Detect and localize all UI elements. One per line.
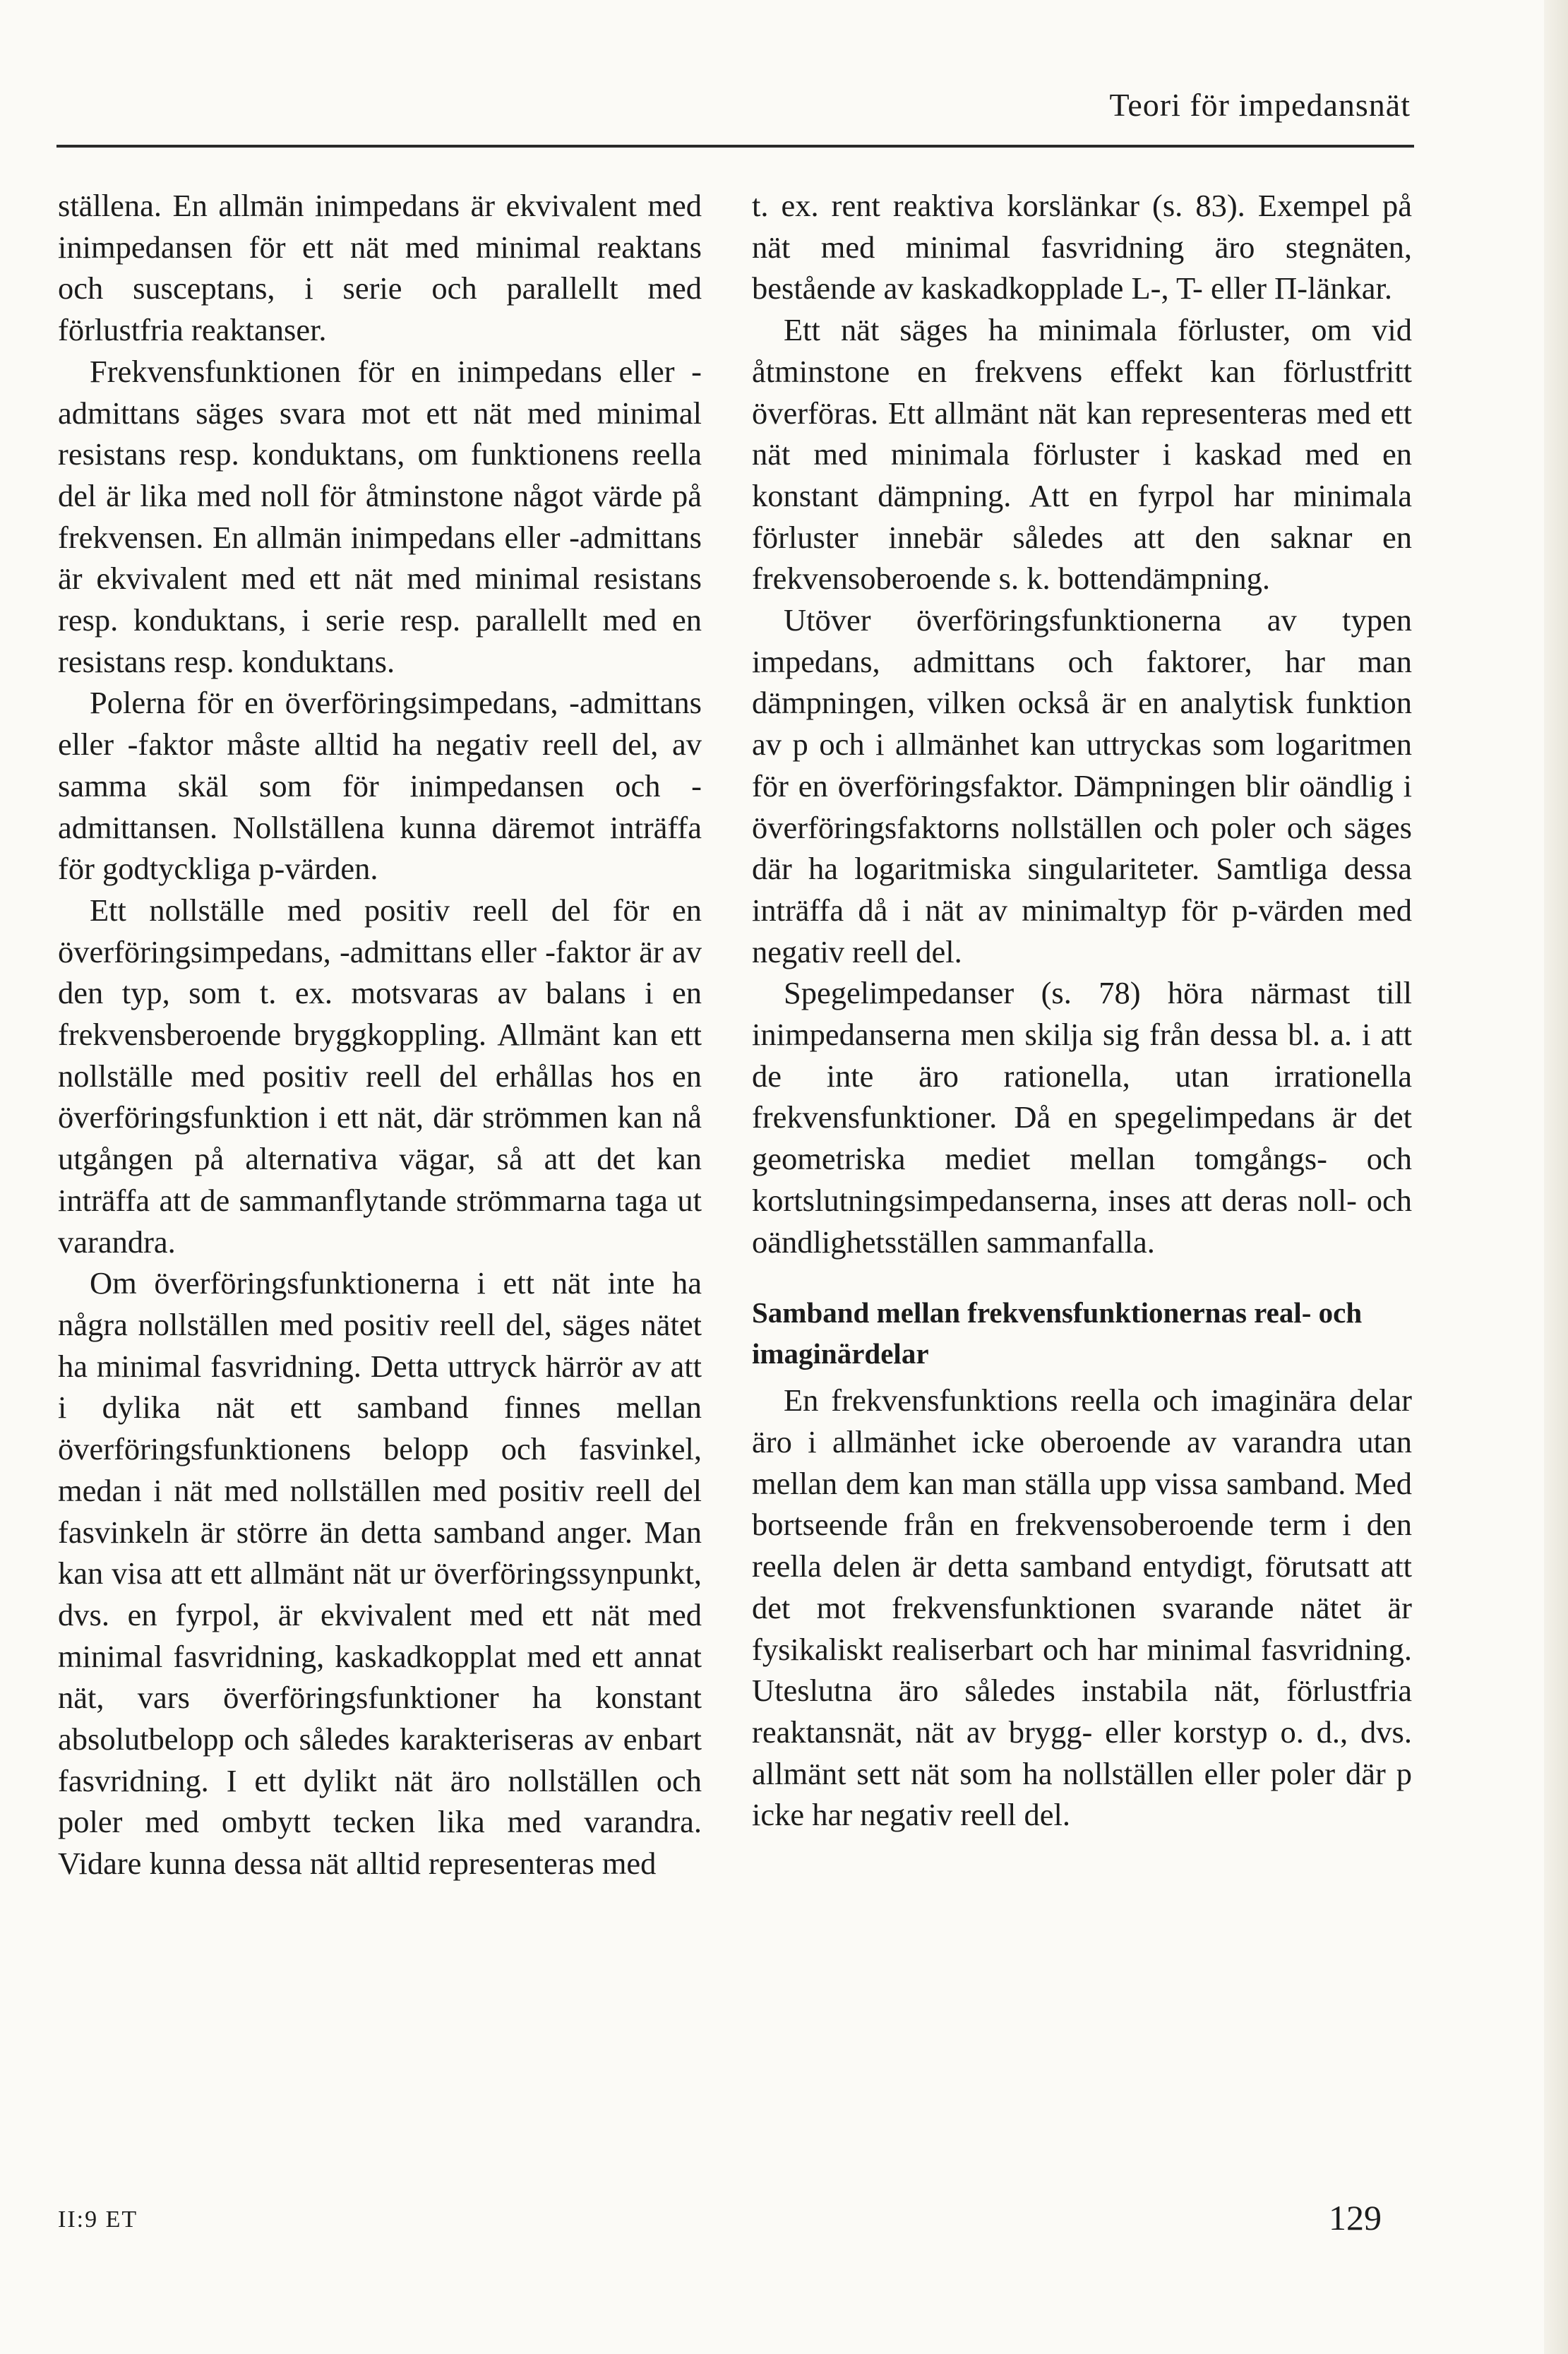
paragraph: Polerna för en överföringsimpedans, -admittans eller -faktor måste alltid ha negativ reell del, av samma skäl som för inimpedansen och -admittansen. Nollställena kunna däremot inträffa för godtyckliga p-värden. xyxy=(58,685,702,887)
paragraph: ställena. En allmän inimpedans är ekvivalent med inimpedansen för ett nät med minimal reaktans och susceptans, i serie och parallellt med förlustfria reaktanser. xyxy=(58,188,702,348)
paragraph: En frekvensfunktions reella och imaginära delar äro i allmänhet icke oberoende av varandra utan mellan dem kan man ställa upp vissa samband. Med bortseende från en frekvensoberoende term i den reella delen är detta samband entydigt, förutsatt att det mot frekvensfunktionen svarande nätet är fysikaliskt realiserbart och har minimal fasvridning. Uteslutna äro således instabila nät, förlustfria reaktansnät, nät av brygg- eller korstyp o. d., dvs. allmänt sett nät som ha nollställen eller poler där p icke har negativ reell del. xyxy=(752,1382,1412,1833)
paragraph: Ett nollställe med positiv reell del för en överföringsimpedans, -admittans eller -faktor är av den typ, som t. ex. motsvaras av balans i en frekvensberoende bryggkoppling. Allmänt kan ett nollställe med positiv reell del erhållas hos en överföringsfunktion i ett nät, där strömmen kan nå utgången på alternativa vägar, så att det kan inträffa att de sammanflytande strömmarna taga ut varandra. xyxy=(58,892,702,1260)
paragraph: Om överföringsfunktionerna i ett nät inte ha några nollställen med positiv reell del, säges nätet ha minimal fasvridning. Detta uttryck härrör av att i dylika nät ett samband finnes mellan överföringsfunktionens belopp och fasvinkel, medan i nät med nollställen med positiv reell del fasvinkeln är större än detta samband anger. Man kan visa att ett allmänt nät ur överföringssynpunkt, dvs. en fyrpol, är ekvivalent med ett nät med minimal fasvridning, kaskadkopplat med ett annat nät, vars överföringsfunktioner ha konstant absolutbelopp och således karakteriseras av enbart fasvridning. I ett dylikt nät äro nollställen och poler med ombytt tecken lika med varandra. Vidare kunna dessa nät alltid representeras med xyxy=(58,1265,702,1882)
page-edge-shadow xyxy=(1544,0,1568,2354)
paragraph: Spegelimpedanser (s. 78) höra närmast till inimpedanserna men skilja sig från dessa bl. a. i att de inte äro rationella, utan irrationella frekvensfunktioner. Då en spegelimpedans är det geometriska mediet mellan tomgångs- och kortslutningsimpedanserna, inses att deras noll- och oändlighetsställen sammanfalla. xyxy=(752,975,1412,1260)
right-text-column xyxy=(752,185,1412,1836)
paragraph: Utöver överföringsfunktionerna av typen impedans, admittans och faktorer, har man dämpningen, vilken också är en analytisk funktion av p och i allmänhet kan uttryckas som logaritmen för en överföringsfaktor. Dämpningen blir oändlig i överföringsfaktorns nollställen och poler och säges där ha logaritmiska singulariteter. Samtliga dessa inträffa då i nät av minimaltyp för p-värden med negativ reell del. xyxy=(752,602,1412,969)
page-number: 129 xyxy=(1329,2198,1382,2238)
running-head-title: Teori för impedansnät xyxy=(1109,87,1411,123)
paragraph: Ett nät säges ha minimala förluster, om vid åtminstone en frekvens effekt kan förlustfritt överföras. Ett allmänt nät kan representeras med ett nät med minimala förluster i kaskad med en konstant dämpning. Att en fyrpol har minimala förluster innebär således att den saknar en frekvensoberoende s. k. bottendämpning. xyxy=(752,312,1412,597)
paragraph: t. ex. rent reaktiva korslänkar (s. 83). Exempel på nät med minimal fasvridning äro stegnäten, bestående av kaskadkopplade L-, T- eller Π-länkar. xyxy=(752,188,1412,306)
paragraph: Frekvensfunktionen för en inimpedans eller -admittans säges svara mot ett nät med minimal resistans resp. konduktans, om funktionens reella del är lika med noll för åtminstone något värde på frekvensen. En allmän inimpedans eller -admittans är ekvivalent med ett nät med minimal resistans resp. konduktans, i serie resp. parallellt med en resistans resp. konduktans. xyxy=(58,353,702,679)
left-text-column xyxy=(58,185,702,1884)
section-heading: Samband mellan frekvensfunktionernas real- och imaginärdelar xyxy=(752,1296,1363,1370)
signature-mark: II:9 ET xyxy=(58,2206,138,2233)
header-rule xyxy=(56,145,1414,148)
